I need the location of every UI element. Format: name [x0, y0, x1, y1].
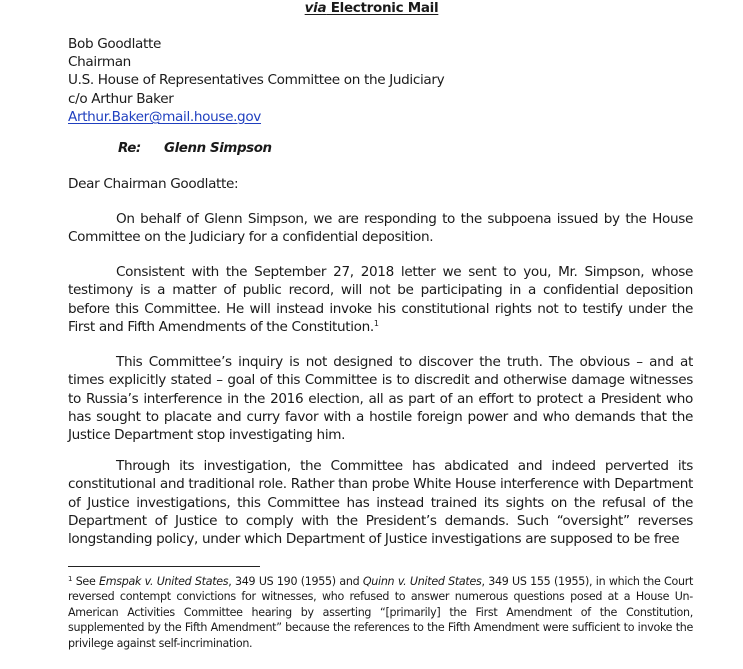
footnote: [68, 574, 693, 651]
delivery-method-text: Electronic Mail: [326, 0, 439, 16]
footnote-text: , 349 US 155 (1955), in which the Court reversed contempt convictions for witnesses, who refused to answer numerous questions posed at a House Un-American Activities Committee hearing by asserting “[primarily] the First Amendment of the Constitution, supplemented by the Fifth Amendment” because the references to the Fifth Amendment were sufficient to invoke the privilege against self-incrimination.: [68, 575, 693, 650]
body-paragraph: [68, 263, 693, 336]
subject-value: Glenn Simpson: [164, 141, 272, 156]
delivery-method-prefix: via: [304, 0, 327, 16]
paragraph-text: On behalf of Glenn Simpson, we are responding to the subpoena issued by the House Committee on the Judiciary for a confidential deposition.: [68, 211, 693, 246]
footnote-see: See: [72, 575, 100, 588]
footnote-number: 1: [68, 575, 73, 583]
subject-label: Re:: [118, 141, 141, 156]
footnote-case-emspak: Emspak v. United States: [99, 575, 229, 588]
paragraph-text: Consistent with the September 27, 2018 letter we sent to you, Mr. Simpson, whose testimony is a matter of public record, will not be participating in a confidential deposition before this Committee. He will instead invoke his constitutional rights not to testify under the First and Fifth Amendments of the Constitution.: [68, 264, 693, 335]
body-paragraph: [68, 353, 693, 444]
recipient-name: Bob Goodlatte: [68, 36, 161, 52]
body-paragraph: [68, 210, 693, 247]
recipient-email-link[interactable]: Arthur.Baker@mail.house.gov: [68, 108, 262, 125]
salutation: Dear Chairman Goodlatte:: [68, 176, 239, 192]
recipient-organization: U.S. House of Representatives Committee on the Judiciary: [68, 72, 445, 89]
footnote-reference[interactable]: 1: [373, 318, 379, 328]
footnote-case-quinn: Quinn v. United States: [362, 575, 482, 588]
footnote-separator: [68, 566, 260, 567]
delivery-method-underlined: [305, 0, 439, 16]
body-paragraph: [68, 457, 693, 548]
recipient-address-block: [68, 35, 444, 126]
recipient-title: Chairman: [68, 54, 131, 71]
delivery-method-heading: [0, 0, 743, 16]
paragraph-text: Through its investigation, the Committee has abdicated and indeed perverted its constitutional and traditional role. Rather than probe White House interference with Department of Justice investigations, this Committee has instead trained its sights on the refusal of the Department of Justice to comply with the President’s demands. Such “oversight” reverses longstanding policy, under which Department of Justice investigations are supposed to be free: [68, 458, 693, 548]
subject-line: [118, 141, 272, 156]
footnote-citation-1: , 349 US 190 (1955) and: [228, 575, 363, 588]
recipient-care-of: c/o Arthur Baker: [68, 90, 174, 107]
paragraph-text: This Committee’s inquiry is not designed to discover the truth. The obvious – and at times explicitly stated – goal of this Committee is to discredit and otherwise damage witnesses to Russia’s interference in the 2016 election, all as part of an effort to protect a President who has sought to placate and curry favor with a hostile foreign power and who demands that the Justice Department stop investigating him.: [68, 354, 693, 444]
